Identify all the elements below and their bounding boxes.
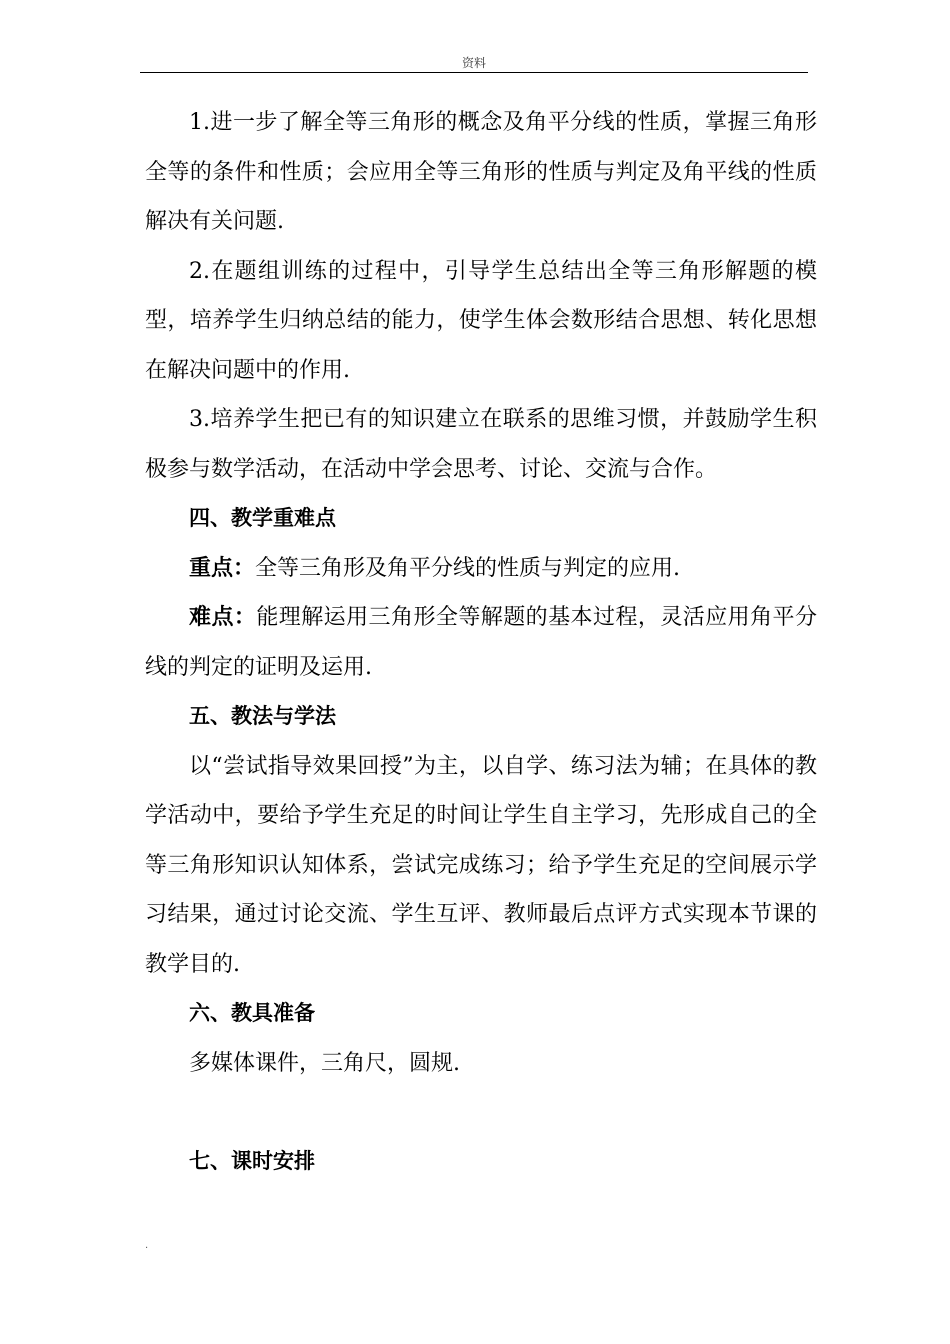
key-point-text: 全等三角形及角平分线的性质与判定的应用.	[255, 555, 681, 581]
section-heading-materials: 六、教具准备	[189, 1001, 315, 1025]
footer-mark: .	[145, 1240, 149, 1251]
section-heading-schedule: 七、课时安排	[189, 1149, 315, 1173]
blank-line	[145, 1088, 817, 1137]
key-point-label: 重点：	[189, 555, 256, 581]
methods-paragraph: 以“尝试指导效果回授”为主，以自学、练习法为辅；在具体的教学活动中，要给予学生充足的时间让学生自主学习，先形成自己的全等三角形知识认知体系，尝试完成练习；给予学生充足的空间展示学习结果，通过讨论交流、学生互评、教师最后点评方式实现本节课的教学目的.	[145, 753, 817, 977]
objective-1: 1.进一步了解全等三角形的概念及角平分线的性质，掌握三角形全等的条件和性质；会应用全等三角形的性质与判定及角平线的性质解决有关问题.	[145, 110, 817, 234]
objective-2: 2.在题组训练的过程中，引导学生总结出全等三角形解题的模型，培养学生归纳总结的能力，使学生体会数形结合思想、转化思想在解决问题中的作用.	[145, 258, 817, 383]
section-heading-methods: 五、教法与学法	[189, 704, 336, 728]
difficult-point-text: 能理解运用三角形全等解题的基本过程，灵活应用角平分线的判定的证明及运用.	[145, 605, 817, 680]
key-point-paragraph	[145, 544, 817, 594]
section-heading-key-points: 四、教学重难点	[189, 506, 336, 530]
page-header	[140, 52, 808, 73]
materials-paragraph: 多媒体课件，三角尺，圆规.	[189, 1050, 460, 1076]
document-body	[145, 98, 817, 1187]
difficult-point-label: 难点：	[189, 605, 257, 630]
header-label: 资料	[461, 56, 486, 70]
objective-3: 3.培养学生把已有的知识建立在联系的思维习惯，并鼓励学生积极参与数学活动，在活动中学会思考、讨论、交流与合作。	[145, 407, 817, 482]
difficult-point-paragraph	[145, 593, 817, 692]
